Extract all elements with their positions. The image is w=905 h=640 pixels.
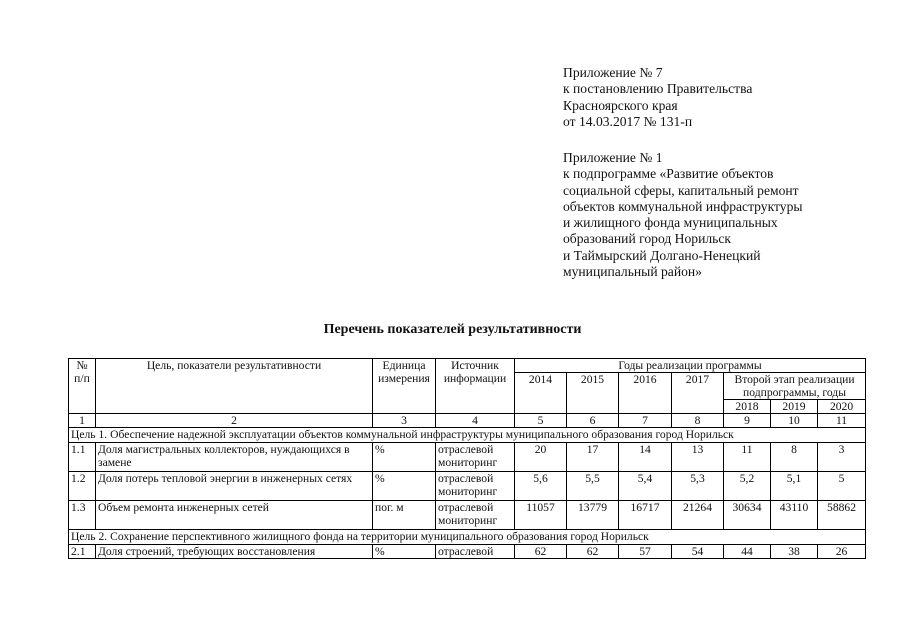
indicator-value: 44 (724, 545, 771, 559)
appendix-1-line: объектов коммунальной инфраструктуры (563, 198, 803, 214)
appendix-1-line: и Таймырский Долгано-Ненецкий (563, 247, 761, 263)
table-row (69, 501, 866, 530)
indicator-value: 3 (818, 443, 866, 472)
indicator-value: 11 (724, 443, 771, 472)
indicator-value: 8 (771, 443, 818, 472)
header-stage-year: 2018 (724, 400, 771, 414)
indicator-value: 13 (672, 443, 724, 472)
indicator-name: Доля магистральных коллекторов, нуждающихся в замене (96, 443, 373, 472)
header-year: 2015 (567, 373, 619, 414)
indicator-value: 5,1 (771, 472, 818, 501)
indicator-source: отраслевой мониторинг (436, 501, 515, 530)
column-number: 10 (771, 414, 818, 428)
indicator-value: 16717 (619, 501, 672, 530)
indicator-value: 5,2 (724, 472, 771, 501)
indicators-table (68, 358, 866, 559)
indicator-value: 5,5 (567, 472, 619, 501)
column-number: 3 (373, 414, 436, 428)
indicator-unit: % (373, 443, 436, 472)
column-number: 8 (672, 414, 724, 428)
indicator-value: 30634 (724, 501, 771, 530)
appendix-1-line: и жилищного фонда муниципальных (563, 215, 778, 231)
indicator-source: отраслевой мониторинг (436, 443, 515, 472)
indicator-unit: % (373, 545, 436, 559)
indicator-unit: % (373, 472, 436, 501)
header-source: Источник информации (436, 359, 515, 414)
column-number: 7 (619, 414, 672, 428)
indicator-value: 26 (818, 545, 866, 559)
indicator-name: Доля строений, требующих восстановления (96, 545, 373, 559)
table-row (69, 443, 866, 472)
column-number-row (69, 414, 866, 428)
appendix-7-line: Красноярского края (563, 97, 678, 113)
indicator-source: отраслевой мониторинг (436, 472, 515, 501)
header-program-years: Годы реализации программы (515, 359, 866, 373)
indicator-value: 21264 (672, 501, 724, 530)
indicator-value: 5,6 (515, 472, 567, 501)
row-number: 1.2 (69, 472, 96, 501)
appendix-1-line: образований город Норильск (563, 231, 731, 247)
indicator-value: 5 (818, 472, 866, 501)
indicator-value: 54 (672, 545, 724, 559)
header-year: 2014 (515, 373, 567, 414)
table-row (69, 472, 866, 501)
indicator-value: 38 (771, 545, 818, 559)
indicator-value: 17 (567, 443, 619, 472)
indicator-value: 62 (515, 545, 567, 559)
table-row (69, 545, 866, 559)
column-number: 11 (818, 414, 866, 428)
appendix-1-line: к подпрограмме «Развитие объектов (563, 166, 774, 182)
document-title: Перечень показателей результативности (323, 322, 582, 337)
appendix-7-line: к постановлению Правительства (563, 81, 753, 97)
indicator-value: 62 (567, 545, 619, 559)
indicator-value: 11057 (515, 501, 567, 530)
header-unit: Единица измерения (373, 359, 436, 414)
column-number: 1 (69, 414, 96, 428)
indicator-name: Доля потерь тепловой энергии в инженерных сетях (96, 472, 373, 501)
indicator-source: отраслевой (436, 545, 515, 559)
indicator-value: 5,3 (672, 472, 724, 501)
header-goal-indicators: Цель, показатели результативности (96, 359, 373, 414)
appendix-1-block (563, 150, 803, 280)
indicator-name: Объем ремонта инженерных сетей (96, 501, 373, 530)
appendix-1-line: муниципальный район» (563, 264, 702, 280)
indicator-value: 14 (619, 443, 672, 472)
appendix-7-line: от 14.03.2017 № 131-п (563, 113, 693, 129)
appendix-7-line: Приложение № 7 (563, 65, 663, 80)
indicator-unit: пог. м (373, 501, 436, 530)
appendix-1-line: социальной сферы, капитальный ремонт (563, 182, 799, 198)
indicator-value: 13779 (567, 501, 619, 530)
column-number: 2 (96, 414, 373, 428)
header-year: 2017 (672, 373, 724, 414)
row-number: 1.1 (69, 443, 96, 472)
indicator-value: 58862 (818, 501, 866, 530)
header-stage-year: 2020 (818, 400, 866, 414)
indicator-value: 43110 (771, 501, 818, 530)
appendix-1-line: Приложение № 1 (563, 150, 663, 165)
header-second-stage: Второй этап реализации подпрограммы, годы (724, 373, 866, 400)
column-number: 9 (724, 414, 771, 428)
goal-2-row: Цель 2. Сохранение перспективного жилищного фонда на территории муниципального образования город Норильск (69, 530, 866, 545)
column-number: 4 (436, 414, 515, 428)
goal-1-row: Цель 1. Обеспечение надежной эксплуатации объектов коммунальной инфраструктуры муниципального образования город Норильск (69, 428, 866, 443)
indicator-value: 20 (515, 443, 567, 472)
header-number: № п/п (69, 359, 96, 414)
appendix-7-block (563, 65, 752, 130)
indicator-value: 5,4 (619, 472, 672, 501)
indicator-value: 57 (619, 545, 672, 559)
header-stage-year: 2019 (771, 400, 818, 414)
column-number: 5 (515, 414, 567, 428)
header-year: 2016 (619, 373, 672, 414)
row-number: 1.3 (69, 501, 96, 530)
row-number: 2.1 (69, 545, 96, 559)
column-number: 6 (567, 414, 619, 428)
